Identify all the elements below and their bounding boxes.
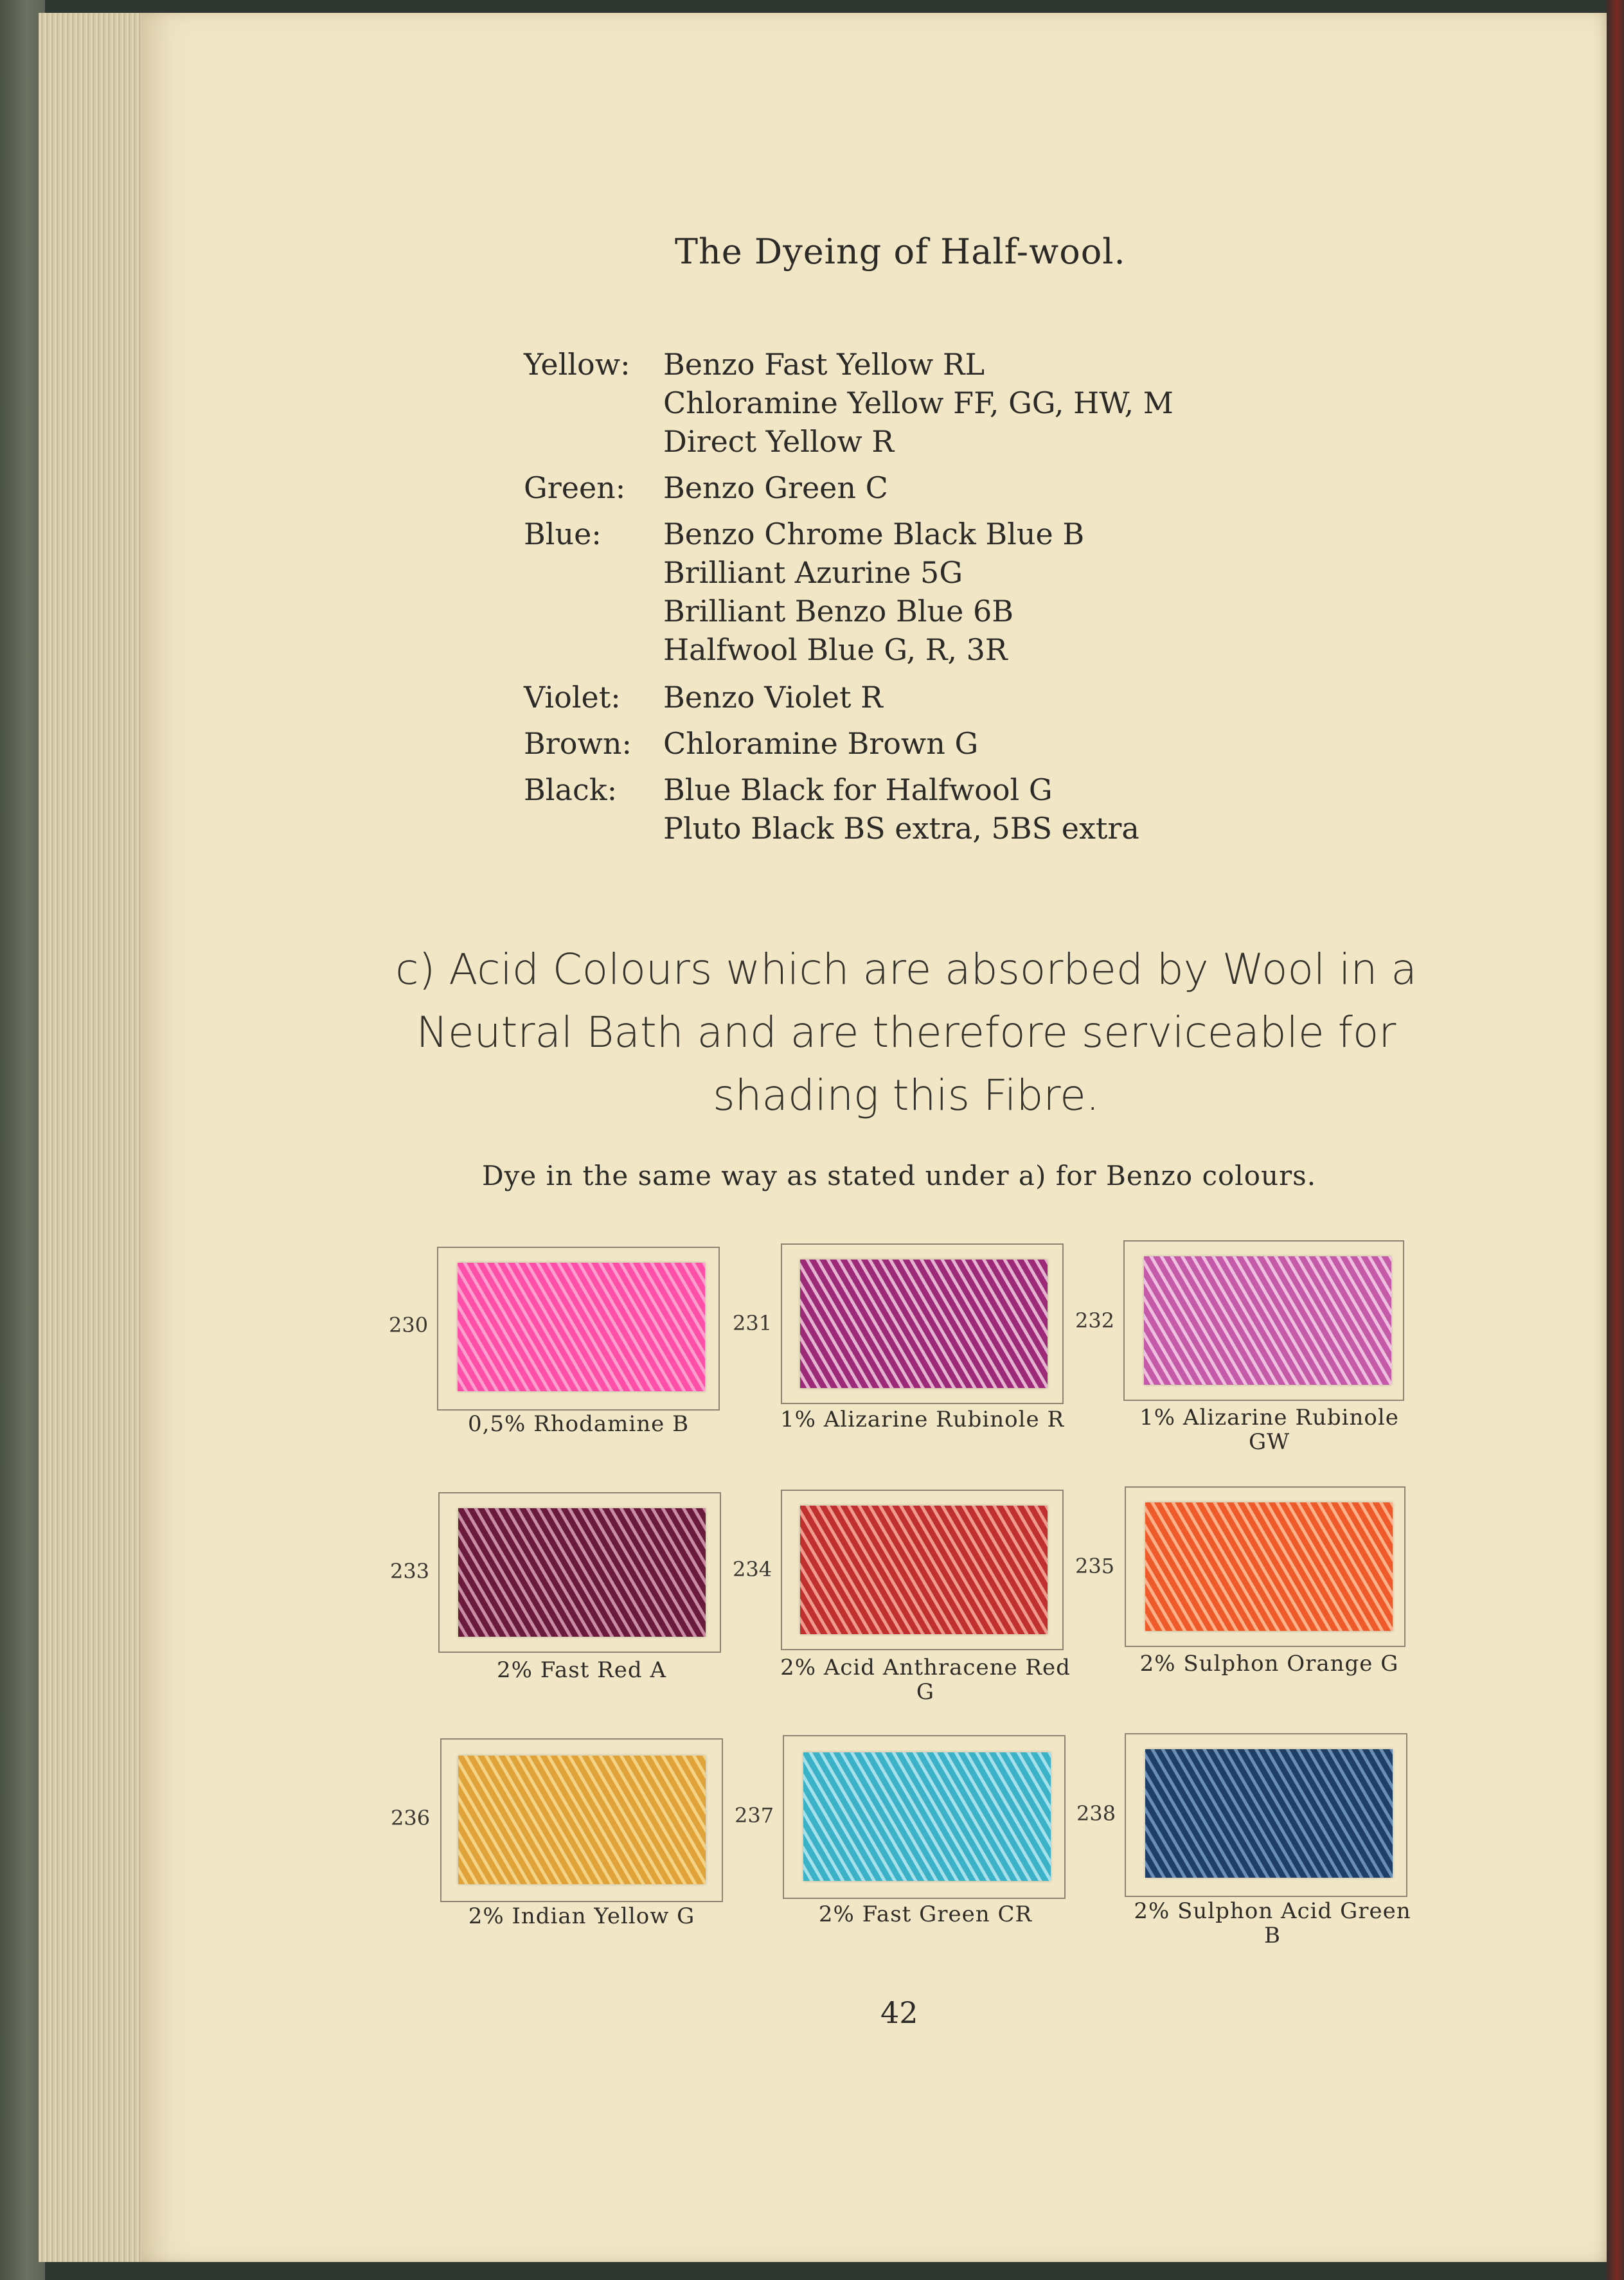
sample-caption: 2% Acid Anthracene Red G <box>780 1655 1071 1705</box>
dye-item: Brilliant Azurine 5G <box>663 555 963 590</box>
dye-item: Brilliant Benzo Blue 6B <box>663 594 1014 628</box>
fabric-swatch <box>1144 1256 1391 1385</box>
page-heading: The Dyeing of Half-wool. <box>675 231 1126 272</box>
category-yellow: Yellow: <box>524 347 630 382</box>
dye-item: Benzo Violet R <box>663 680 883 715</box>
page-stack <box>39 13 154 2262</box>
sample-number: 230 <box>389 1313 429 1337</box>
sample-number: 236 <box>391 1806 431 1830</box>
dye-item: Benzo Green C <box>663 470 888 505</box>
sample-number: 234 <box>733 1557 772 1581</box>
sample-caption: 2% Indian Yellow G <box>468 1903 695 1929</box>
fabric-swatch <box>800 1260 1048 1388</box>
fabric-swatch <box>1145 1502 1393 1631</box>
dye-item: Halfwool Blue G, R, 3R <box>663 632 1008 667</box>
section-title-line: Neutral Bath and are therefore serviceable for <box>416 1008 1396 1057</box>
sample-caption: 2% Fast Red A <box>496 1657 667 1683</box>
sample-number: 238 <box>1076 1801 1116 1826</box>
sample-caption: 1% Alizarine Rubinole GW <box>1139 1405 1399 1455</box>
sample-caption: 2% Sulphon Orange G <box>1139 1651 1399 1677</box>
sample-number: 233 <box>390 1559 430 1583</box>
category-violet: Violet: <box>524 680 621 715</box>
category-black: Black: <box>524 772 618 807</box>
sample-caption: 2% Sulphon Acid Green B <box>1134 1898 1411 1948</box>
section-title-line: c) Acid Colours which are absorbed by Wool in a <box>395 945 1417 994</box>
dyeing-note: Dye in the same way as stated under a) for Benzo colours. <box>482 1160 1317 1191</box>
fabric-swatch <box>800 1506 1048 1634</box>
category-green: Green: <box>524 470 626 505</box>
sample-caption: 0,5% Rhodamine B <box>467 1411 690 1437</box>
section-title-line: shading this Fibre. <box>713 1071 1100 1120</box>
fabric-swatch <box>458 1756 706 1884</box>
dye-item: Benzo Fast Yellow RL <box>663 347 985 382</box>
sample-number: 237 <box>735 1803 774 1828</box>
category-blue: Blue: <box>524 517 602 551</box>
category-brown: Brown: <box>524 726 632 761</box>
fabric-swatch <box>458 1263 705 1391</box>
sample-caption: 2% Fast Green CR <box>818 1901 1033 1927</box>
fabric-swatch <box>803 1752 1051 1881</box>
sample-number: 231 <box>733 1311 772 1335</box>
fabric-swatch <box>1145 1749 1393 1878</box>
sample-caption: 1% Alizarine Rubinole R <box>780 1407 1065 1432</box>
dye-item: Blue Black for Halfwool G <box>663 772 1053 807</box>
dye-item: Benzo Chrome Black Blue B <box>663 517 1085 551</box>
book-spine-edge <box>1607 0 1624 2280</box>
sample-number: 235 <box>1075 1554 1115 1578</box>
page-number: 42 <box>880 1995 918 2030</box>
dye-item: Direct Yellow R <box>663 424 895 459</box>
section-title <box>360 938 1452 1127</box>
dye-item: Chloramine Brown G <box>663 726 979 761</box>
fabric-swatch <box>458 1508 706 1637</box>
dye-item: Chloramine Yellow FF, GG, HW, M <box>663 386 1173 420</box>
dye-item: Pluto Black BS extra, 5BS extra <box>663 811 1139 846</box>
sample-number: 232 <box>1075 1308 1115 1333</box>
